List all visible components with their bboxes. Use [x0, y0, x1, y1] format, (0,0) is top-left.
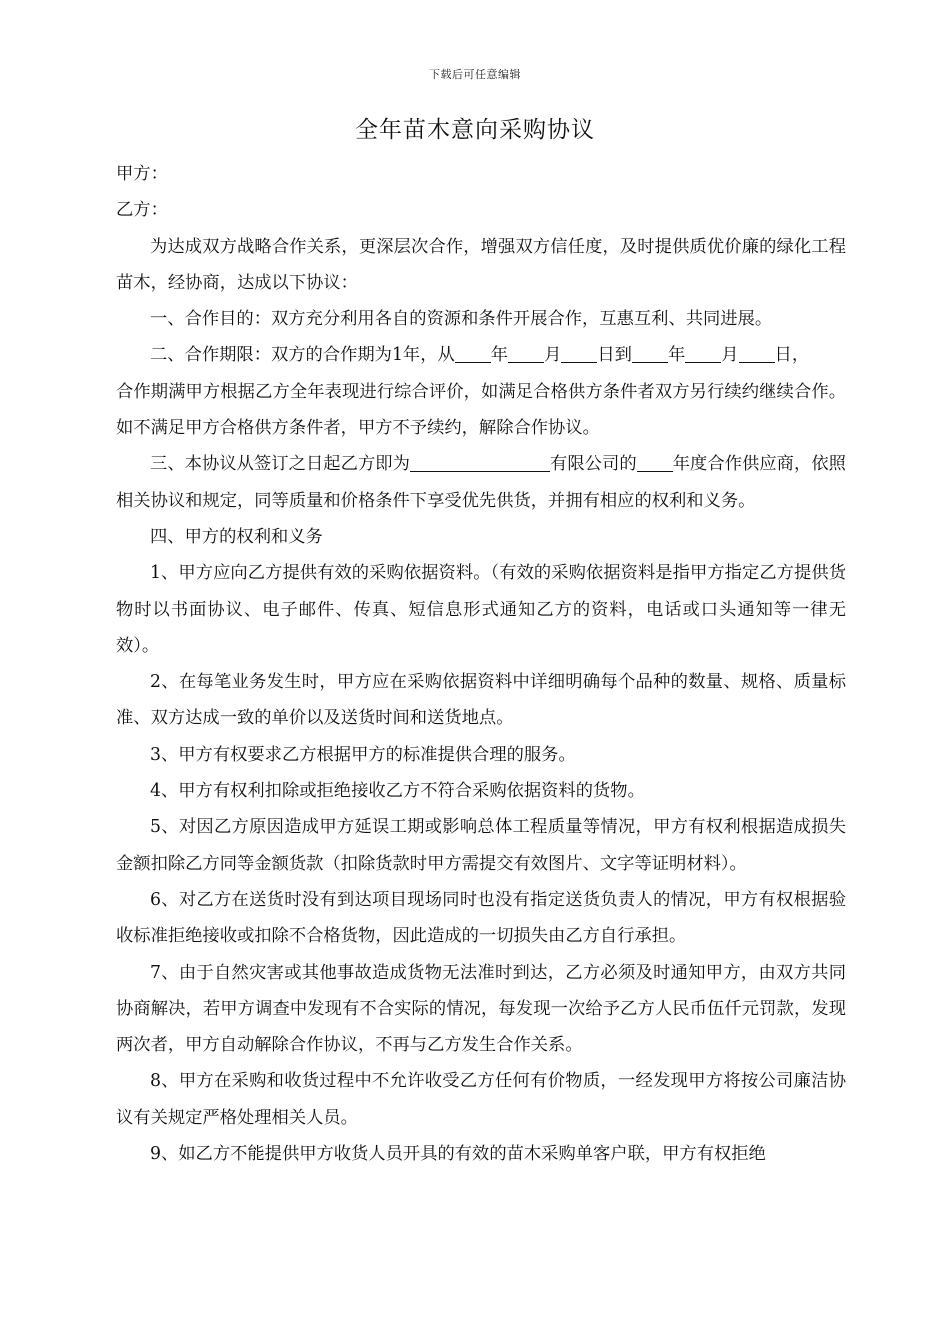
clause-supplier	[116, 446, 846, 519]
day-label: 日，	[774, 345, 810, 366]
list-item: 2、在每笔业务发生时，甲方应在采购依据资料中详细明确每个品种的数量、规格、质量标准、双方达成一致的单价以及送货时间和送货地点。	[116, 672, 846, 729]
start-month-blank	[508, 344, 544, 363]
clause-supplier-text: 年度合作供应商，依照相关协议和规定，同等质量和价格条件下享受优先供货，并拥有相应的权利和义务。	[116, 454, 846, 511]
year-label: 年	[490, 345, 509, 366]
company-name-blank	[410, 453, 550, 472]
year-label: 年	[667, 345, 686, 366]
list-item: 9、如乙方不能提供甲方收货人员开具的有效的苗木采购单客户联，甲方有权拒绝	[150, 1144, 766, 1165]
year-blank	[637, 453, 673, 472]
clause-heading-rights: 四、甲方的权利和义务	[150, 526, 323, 547]
header-note: 下载后可任意编辑	[429, 68, 521, 81]
clause-purpose: 一、合作目的：双方充分利用各自的资源和条件开展合作，互惠互利、共同进展。	[150, 309, 773, 330]
month-label: 月	[721, 345, 739, 366]
end-year-blank	[632, 344, 668, 363]
clause-supplier-text: 三、本协议从签订之日起乙方即为	[150, 454, 410, 475]
list-item: 5、对因乙方原因造成甲方延误工期或影响总体工程质量等情况，甲方有权利根据造成损失金额扣除乙方同等金额货款（扣除货款时甲方需提交有效图片、文字等证明材料）。	[116, 817, 846, 874]
intro-paragraph: 为达成双方战略合作关系，更深层次合作，增强双方信任度，及时提供质优价廉的绿化工程苗木，经协商，达成以下协议：	[116, 236, 846, 293]
list-item: 1、甲方应向乙方提供有效的采购依据资料。（有效的采购依据资料是指甲方指定乙方提供货物时以书面协议、电子邮件、传真、短信息形式通知乙方的资料，电话或口头通知等一律无效）。	[116, 563, 846, 656]
list-item: 6、对乙方在送货时没有到达项目现场同时也没有指定送货负责人的情况，甲方有权根据验收标准拒绝接收或扣除不合格货物，因此造成的一切损失由乙方自行承担。	[116, 889, 846, 947]
end-month-blank	[685, 344, 721, 363]
clause-term-continued: 合作期满甲方根据乙方全年表现进行综合评价，如满足合格供方条件者双方另行续约继续合作。如不满足甲方合格供方条件者，甲方不予续约，解除合作协议。	[116, 381, 846, 439]
clause-term-text: 二、合作期限：双方的合作期为1年，从	[150, 345, 455, 366]
party-b-label: 乙方：	[116, 200, 168, 221]
list-item: 4、甲方有权利扣除或拒绝接收乙方不符合采购依据资料的货物。	[150, 781, 645, 802]
list-item: 8、甲方在采购和收货过程中不允许收受乙方任何有价物质，一经发现甲方将按公司廉洁协议有关规定严格处理相关人员。	[116, 1071, 846, 1128]
document-title: 全年苗木意向采购协议	[355, 117, 595, 143]
start-day-blank	[561, 344, 597, 363]
party-a-label: 甲方：	[116, 164, 168, 184]
end-day-blank	[739, 344, 775, 363]
month-label: 月	[544, 345, 562, 366]
list-item: 3、甲方有权要求乙方根据甲方的标准提供合理的服务。	[150, 744, 576, 765]
document-body	[116, 156, 846, 1172]
day-label: 日到	[597, 345, 632, 366]
clause-supplier-text: 有限公司的	[549, 454, 637, 475]
list-item: 7、由于自然灾害或其他事故造成货物无法准时到达，乙方必须及时通知甲方，由双方共同协商解决，若甲方调查中发现有不合实际的情况，每发现一次给予乙方人民币伍仟元罚款，发现两次者，甲方自动解除合作协议，不再与乙方发生合作关系。	[116, 962, 846, 1056]
clause-term	[116, 337, 846, 373]
start-year-blank	[455, 344, 491, 363]
